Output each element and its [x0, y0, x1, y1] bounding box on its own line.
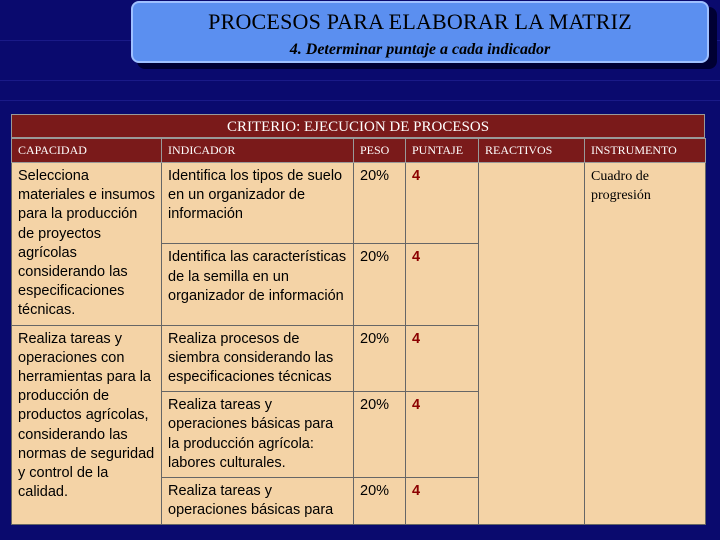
peso-cell: 20% [354, 478, 406, 525]
capacidad-cell: Selecciona materiales e insumos para la producción de proyectos agrícolas considerando las especificaciones técnicas. [12, 163, 162, 326]
header-peso: PESO [354, 139, 406, 163]
header-puntaje: PUNTAJE [406, 139, 479, 163]
header-indicador: INDICADOR [162, 139, 354, 163]
indicador-cell: Identifica los tipos de suelo en un organizador de información [162, 163, 354, 244]
instrumento-cell: Cuadro de progresión [585, 163, 706, 525]
peso-cell: 20% [354, 392, 406, 478]
indicador-cell: Realiza tareas y operaciones básicas para [162, 478, 354, 525]
header-capacidad: CAPACIDAD [12, 139, 162, 163]
peso-cell: 20% [354, 163, 406, 244]
evaluation-matrix-table [11, 138, 706, 525]
puntaje-cell: 4 [406, 325, 479, 392]
title-box [131, 1, 709, 63]
table-header-row [12, 139, 706, 163]
page-subtitle: 4. Determinar puntaje a cada indicador [289, 41, 551, 58]
table-row [12, 163, 706, 244]
page-title: PROCESOS PARA ELABORAR LA MATRIZ [208, 9, 632, 34]
puntaje-cell: 4 [406, 478, 479, 525]
indicador-cell: Realiza procesos de siembra considerando las especificaciones técnicas [162, 325, 354, 392]
peso-cell: 20% [354, 325, 406, 392]
indicador-cell: Identifica las características de la semilla en un organizador de información [162, 244, 354, 325]
puntaje-cell: 4 [406, 163, 479, 244]
criterio-header: CRITERIO: EJECUCION DE PROCESOS [11, 114, 705, 138]
capacidad-cell: Realiza tareas y operaciones con herramientas para la producción de productos agrícolas, considerando las normas de seguridad y control de la calidad. [12, 325, 162, 525]
indicador-cell: Realiza tareas y operaciones básicas para la producción agrícola: labores culturales. [162, 392, 354, 478]
puntaje-cell: 4 [406, 244, 479, 325]
header-instrumento: INSTRUMENTO [585, 139, 706, 163]
puntaje-cell: 4 [406, 392, 479, 478]
reactivos-cell [479, 163, 585, 525]
header-reactivos: REACTIVOS [479, 139, 585, 163]
peso-cell: 20% [354, 244, 406, 325]
